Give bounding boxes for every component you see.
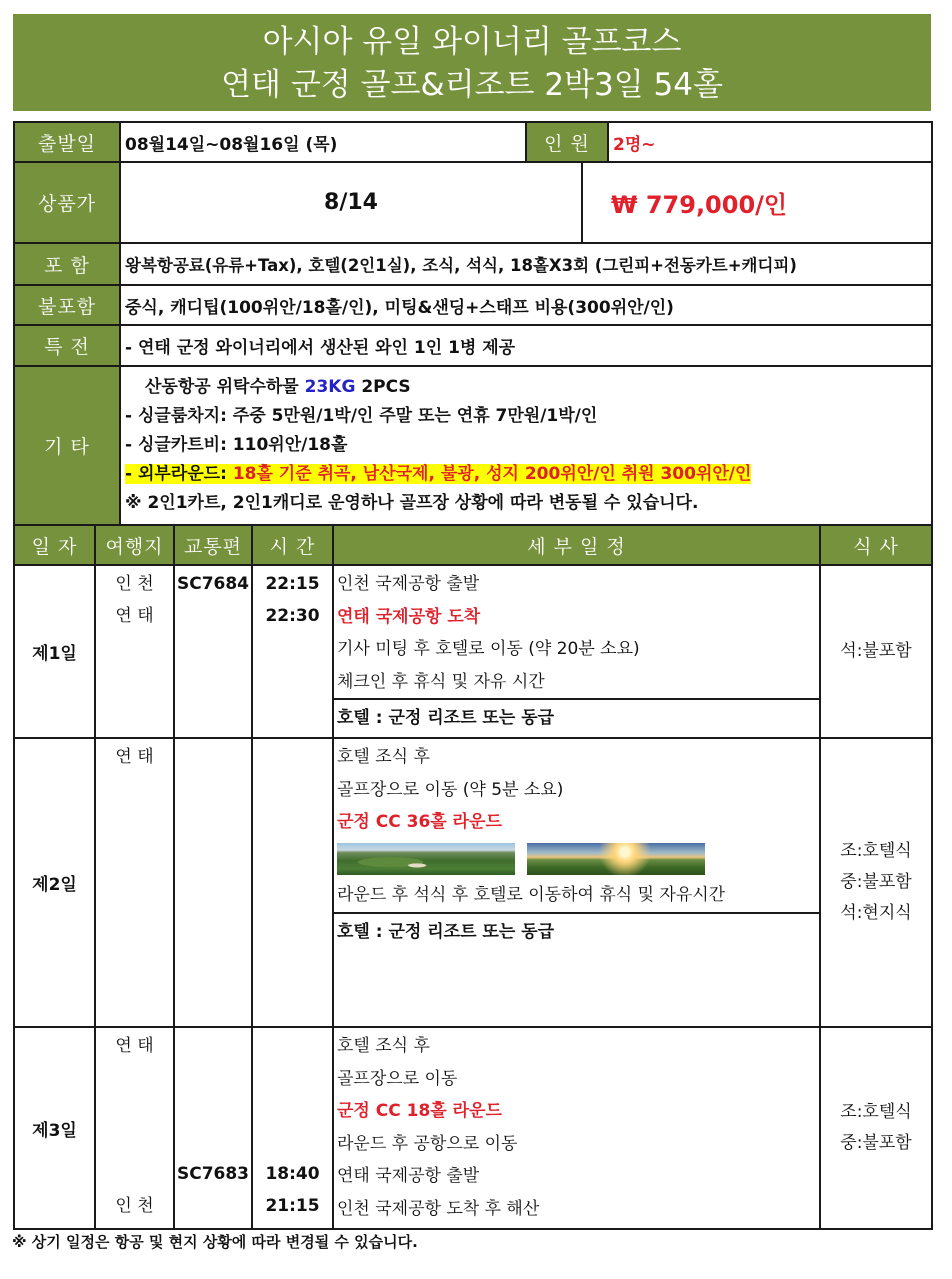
- etc-line-baggage: [125, 373, 927, 402]
- etc-line4-b: 18홀 기준 취곡, 남산국제, 불광, 성지 200위안/인 취원 300위안/인: [232, 464, 752, 484]
- day1-time-1: 22:15: [265, 574, 320, 594]
- people-label: 인 원: [526, 122, 608, 162]
- day3-detail-3: 군정 CC 18홀 라운드: [337, 1101, 502, 1121]
- include-value: 왕복항공료(유류+Tax), 호텔(2인1실), 조식, 석식, 18홀X3회 (그린피+전동카트+캐디피): [120, 243, 932, 285]
- title-banner: [13, 14, 931, 111]
- special-label: 특 전: [14, 325, 120, 366]
- etc-line1-a: 산동항공 위탁수하물: [145, 377, 305, 397]
- day2-detail-3: 군정 CC 36홀 라운드: [337, 812, 502, 832]
- header-meal: 식 사: [820, 525, 932, 565]
- day3-detail-4: 라운드 후 공항으로 이동: [337, 1133, 518, 1154]
- day3-detail-2: 골프장으로 이동: [337, 1068, 458, 1089]
- day3-label: 제3일: [14, 1027, 95, 1229]
- day2-detail-1: 호텔 조식 후: [337, 747, 430, 767]
- exclude-value: 중식, 캐디팁(100위안/18홀/인), 미팅&샌딩+스태프 비용(300위안/인): [120, 285, 932, 325]
- day2-meal-1: 조:호텔식: [840, 841, 912, 861]
- day3-detail-5: 연태 국제공항 출발: [337, 1166, 480, 1186]
- day2-meal-3: 석:현지식: [840, 903, 912, 923]
- day1-hotel: 호텔 : 군정 리조트 또는 동급: [334, 698, 819, 736]
- day3-place-1: 연 태: [115, 1036, 154, 1056]
- day1-detail-1: 인천 국제공항 출발: [337, 574, 480, 594]
- departure-value: 08월14일~08월16일 (목): [120, 122, 526, 162]
- day1-place-2: 연 태: [115, 606, 154, 626]
- day1-flight: SC7684: [176, 574, 250, 594]
- etc-value: [120, 366, 932, 525]
- day3-meal-2: 중:불포함: [840, 1133, 912, 1153]
- header-transport: 교통편: [174, 525, 252, 565]
- schedule-table: [13, 524, 933, 1230]
- exclude-label: 불포함: [14, 285, 120, 325]
- day3-place-2: 인 천: [115, 1196, 154, 1216]
- day1-label: 제1일: [14, 565, 95, 738]
- title-line-2: 연태 군정 골프&리조트 2박3일 54홀: [221, 67, 723, 103]
- day3-detail-6: 인천 국제공항 도착 후 해산: [337, 1198, 540, 1219]
- day2-detail-2: 골프장으로 이동 (약 5분 소요): [337, 779, 564, 800]
- title-line-1: 아시아 유일 와이너리 골프코스: [262, 24, 682, 60]
- day3-flight: SC7683: [176, 1164, 250, 1184]
- etc-line-note: ※ 2인1카트, 2인1캐디로 운영하나 골프장 상황에 따라 변동될 수 있습니다.: [125, 493, 699, 513]
- etc-line-single-room: - 싱글룸차지: 주중 5만원/1박/인 주말 또는 연휴 7만원/1박/인: [125, 406, 598, 426]
- schedule-row-day3: [14, 1027, 932, 1229]
- schedule-row-day2: [14, 738, 932, 1027]
- header-detail: 세 부 일 정: [333, 525, 820, 565]
- etc-line4-a: - 외부라운드:: [125, 464, 233, 484]
- include-label: 포 함: [14, 243, 120, 285]
- etc-line1-c: 2PCS: [355, 377, 411, 397]
- golf-course-sunset-photo: [527, 843, 705, 876]
- price-date: 8/14: [120, 162, 582, 243]
- day3-meal-1: 조:호텔식: [840, 1102, 912, 1122]
- day2-place-1: 연 태: [115, 747, 154, 767]
- day2-detail-4: 라운드 후 석식 후 호텔로 이동하여 휴식 및 자유시간: [337, 885, 726, 905]
- info-table: [13, 121, 933, 526]
- golf-course-aerial-photo: [337, 843, 515, 876]
- header-time: 시 간: [252, 525, 333, 565]
- day1-time-2: 22:30: [265, 606, 320, 626]
- price-value: ₩ 779,000/인: [582, 162, 932, 243]
- day2-label: 제2일: [14, 738, 95, 1027]
- day3-detail-1: 호텔 조식 후: [337, 1036, 430, 1056]
- day1-detail-4: 체크인 후 휴식 및 자유 시간: [337, 671, 545, 692]
- day2-meal-2: 중:불포함: [840, 872, 912, 892]
- departure-label: 출발일: [14, 122, 120, 162]
- people-value: 2명~: [608, 122, 932, 162]
- etc-line-single-cart: - 싱글카트비: 110위안/18홀: [125, 435, 348, 455]
- header-place: 여행지: [95, 525, 174, 565]
- day1-detail-3: 기사 미팅 후 호텔로 이동 (약 20분 소요): [337, 639, 640, 659]
- special-value: - 연태 군정 와이너리에서 생산된 와인 1인 1병 제공: [120, 325, 932, 366]
- footnote: ※ 상기 일정은 항공 및 현지 상황에 따라 변경될 수 있습니다.: [12, 1233, 418, 1251]
- day1-meal-1: 석:불포함: [840, 641, 912, 661]
- day1-place-1: 인 천: [115, 574, 154, 594]
- etc-label: 기 타: [14, 366, 120, 525]
- header-day: 일 자: [14, 525, 95, 565]
- day2-hotel: 호텔 : 군정 리조트 또는 동급: [334, 912, 819, 950]
- day1-detail-2: 연태 국제공항 도착: [337, 606, 481, 627]
- day3-time-2: 21:15: [265, 1196, 320, 1216]
- golf-photos: [334, 839, 819, 880]
- etc-line1-b: 23KG: [304, 377, 356, 397]
- price-label: 상품가: [14, 162, 120, 243]
- schedule-row-day1: [14, 565, 932, 738]
- etc-line-outside-round: [125, 460, 927, 489]
- day3-time-1: 18:40: [265, 1164, 320, 1184]
